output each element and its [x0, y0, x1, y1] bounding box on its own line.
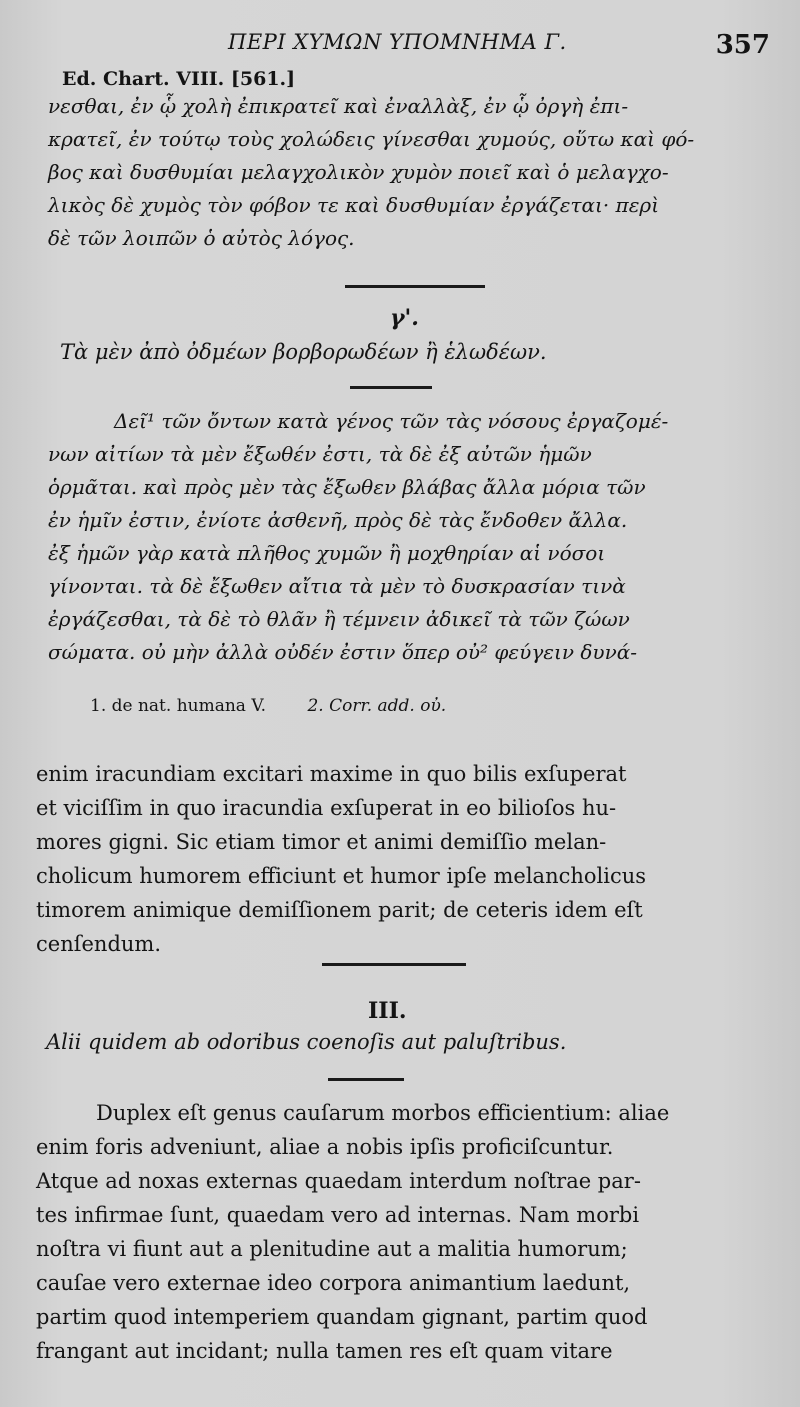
- greek-continuation: [48, 90, 766, 255]
- text-line: δὲ τῶν λοιπῶν ὁ αὐτὸς λόγος.: [48, 226, 355, 250]
- text-line: cauſae vero externae ideo corpora animantium laedunt,: [36, 1271, 631, 1295]
- latin-section-number: III.: [368, 998, 407, 1024]
- text-line: mores gigni. Sic etiam timor et animi demiſſio melan-: [36, 830, 607, 854]
- lemma-divider: [350, 386, 432, 389]
- text-line: ἐργάζεσθαι, τὰ δὲ τὸ θλᾶν ἢ τέμνειν ἀδικεῖ τὰ τῶν ζώων: [48, 607, 630, 631]
- text-line: κρατεῖ, ἐν τούτῳ τοὺς χολώδεις γίνεσθαι χυμούς, οὕτω καὶ φό-: [48, 127, 695, 151]
- edition-reference: Ed. Chart. VIII. [561.]: [62, 68, 296, 90]
- greek-lemma: Τὰ μὲν ἀπὸ ὀδμέων βορβορωδέων ἢ ἑλωδέων.: [60, 340, 547, 364]
- greek-section-number: γ'.: [390, 305, 419, 331]
- latin-commentary: [36, 1096, 766, 1368]
- text-line: partim quod intemperiem quandam gignant, partim quod: [36, 1305, 648, 1329]
- text-line: Δεῖ¹ τῶν ὄντων κατὰ γένος τῶν τὰς νόσους ἐργαζομέ-: [114, 409, 669, 433]
- text-line: γίνονται. τὰ δὲ ἔξωθεν αἴτια τὰ μὲν τὸ δυσκρασίαν τινὰ: [48, 574, 626, 598]
- text-line: ἐξ ἡμῶν γὰρ κατὰ πλῆθος χυμῶν ἢ μοχθηρίαν αἱ νόσοι: [48, 541, 606, 565]
- text-line: tes infirmae ſunt, quaedam vero ad internas. Nam morbi: [36, 1203, 640, 1227]
- footnotes: [90, 696, 482, 716]
- text-line: λικὸς δὲ χυμὸς τὸν φόβον τε καὶ δυσθυμίαν ἐργάζεται· περὶ: [48, 193, 660, 217]
- section-divider: [322, 963, 466, 966]
- text-line: cholicum humorem efficiunt et humor ipſe melancholicus: [36, 864, 647, 888]
- text-line: Atque ad noxas externas quaedam interdum noſtrae par-: [36, 1169, 641, 1193]
- text-line: βος καὶ δυσθυμίαι μελαγχολικὸν χυμὸν ποιεῖ καὶ ὁ μελαγχο-: [48, 160, 669, 184]
- latin-continuation: [36, 757, 766, 961]
- text-line: timorem animique demiſſionem parit; de ceteris idem eſt: [36, 898, 643, 922]
- text-line: Duplex eſt genus cauſarum morbos efficientium: aliae: [96, 1101, 670, 1125]
- text-line: cenſendum.: [36, 932, 161, 956]
- text-line: ἐν ἡμῖν ἐστιν, ἐνίοτε ἀσθενῆ, πρὸς δὲ τὰς ἔνδοθεν ἄλλα.: [48, 508, 628, 532]
- text-line: et viciſſim in quo iracundia exſuperat in eo bilioſos hu-: [36, 796, 617, 820]
- running-head: ΠΕΡΙ ΧΥΜΩΝ ΥΠΟΜΝΗΜΑ Γ.: [228, 30, 567, 54]
- section-divider: [345, 285, 485, 288]
- lemma-divider: [328, 1078, 404, 1081]
- text-line: enim iracundiam excitari maxime in quo bilis exſuperat: [36, 762, 627, 786]
- text-line: νεσθαι, ἐν ᾧ χολὴ ἐπικρατεῖ καὶ ἐναλλὰξ, ἐν ᾧ ὀργὴ ἐπι-: [48, 94, 629, 118]
- text-line: ὁρμᾶται. καὶ πρὸς μὲν τὰς ἔξωθεν βλάβας ἄλλα μόρια τῶν: [48, 475, 646, 499]
- latin-lemma: Alii quidem ab odoribus coenoſis aut paluſtribus.: [46, 1030, 567, 1054]
- footnote: 2. Corr. add. οὐ.: [307, 696, 447, 716]
- text-line: σώματα. οὐ μὴν ἀλλὰ οὐδέν ἐστιν ὅπερ οὐ² φεύγειν δυνά-: [48, 640, 637, 664]
- text-line: noſtra vi fiunt aut a plenitudine aut a malitia humorum;: [36, 1237, 628, 1261]
- footnote: 1. de nat. humana V.: [90, 696, 267, 716]
- text-line: νων αἰτίων τὰ μὲν ἔξωθέν ἐστι, τὰ δὲ ἐξ αὐτῶν ἡμῶν: [48, 442, 592, 466]
- text-line: enim foris adveniunt, aliae a nobis ipſis proficiſcuntur.: [36, 1135, 614, 1159]
- page-number: 357: [715, 30, 770, 60]
- text-line: frangant aut incidant; nulla tamen res eſt quam vitare: [36, 1339, 613, 1363]
- greek-commentary: [48, 405, 766, 669]
